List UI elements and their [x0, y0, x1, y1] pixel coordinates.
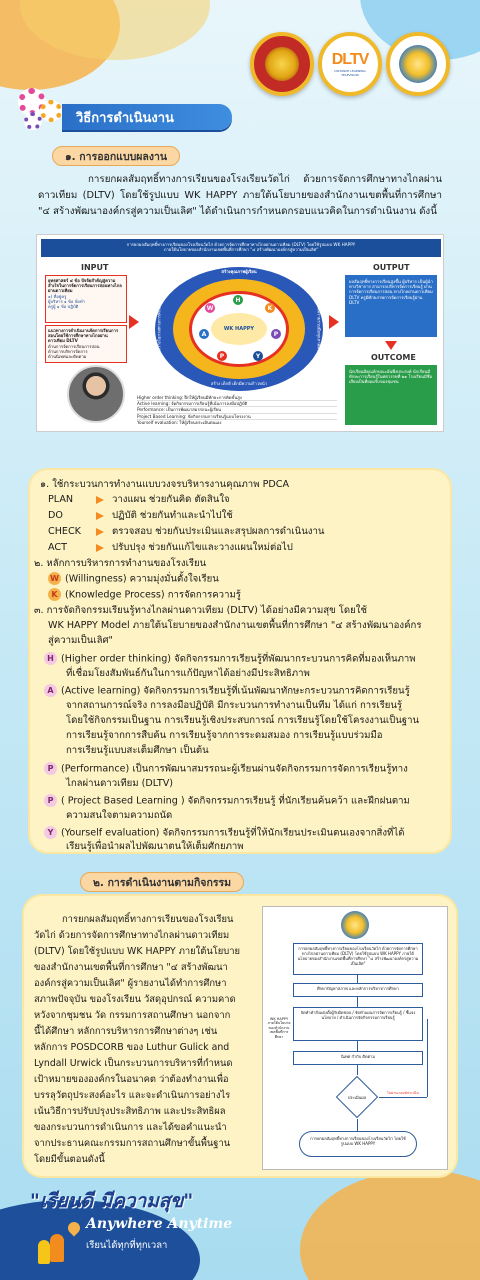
section2-line: หวังจากชุมชน วัด กรรมการสถานศึกษา นอกจาก: [34, 1010, 231, 1021]
flow-loop-line: [427, 1019, 428, 1097]
letter-badge-y: Y: [44, 826, 57, 839]
circle-left-label: สร้างโอกาสทางการศึกษา: [156, 304, 162, 351]
happy-text: (Active learning) จัดกิจกรรมการเรียนรู้ที่เน้นพัฒนาทักษะกระบวนการคิดการเรียนรู้: [61, 685, 410, 697]
section1-intro-text: การยกผลสัมฤทธิ์ทางการเรียนของโรงเรียนวัดไก่ ด้วยการจัดการศึกษาทางไกลผ่านดาวเทียม (DLTV) โดยใช้รูปแบบ WK HAPPY ภายใต้นโยบายของสำนักงานเขตพื้นที่การศึกษา "๔ สร้างพัฒนาองค์กรสู่ความเป็นเลิศ" ได้ดำเนินการกำหนดกรอบแนวคิดในการดำเนินงาน ดังนี้: [38, 174, 442, 217]
section2-line: สภาพปัจจุบัน ของโรงเรียน วัสดุอุปกรณ์ ความคาด: [34, 994, 236, 1005]
hint-row: Yourself evaluation: ให้ผู้เรียนประเมินตนเอง: [137, 419, 222, 425]
pdca-value-plan: วางแผน ช่วยกันคิด ตัดสินใจ: [112, 494, 230, 505]
section1-heading: ๑. การออกแบบผลงาน: [52, 146, 180, 166]
happy-row-y: [44, 826, 404, 841]
input-item: ๑) ที่อยู่ครู: [48, 293, 67, 299]
dltv-logo: [318, 32, 382, 96]
ring-letter-p: P: [271, 329, 281, 339]
framework-diagram: [36, 234, 444, 432]
pdca-key-check: CHECK: [48, 526, 81, 537]
wk-row-k: [48, 588, 241, 603]
letter-badge-p: P: [44, 762, 57, 775]
section2-line: จากประธานคณะกรรมการสถานศึกษาขั้นพื้นฐาน: [34, 1138, 231, 1149]
flow-decision-label: ประเมินผล: [347, 1094, 367, 1100]
arrow-right-icon: [329, 315, 339, 329]
outcome-box-text: นักเรียนมีคุณลักษณะอันพึงประสงค์ นักเรียนมีทักษะการเรียนรู้ในศตวรรษที่ ๒๑ โรงเรียนมีชื่อเสียงเป็นที่ยอมรับของชุมชน: [349, 369, 433, 385]
list-item-1: ๑. ใช้กระบวนการทำงานแบบวงจรบริหารงานคุณภาพ PDCA: [40, 479, 290, 490]
happy-text: ไกลผ่านดาวเทียม (DLTV): [66, 778, 174, 789]
flow-line: [357, 975, 358, 983]
arrow-right-icon: [96, 528, 104, 536]
circle-right-label: สร้างความร่วมมือทุกภาคส่วน: [316, 301, 322, 355]
input-item: ด้านการจัดการเรียนการสอน: [48, 343, 100, 349]
student-figure-icon: [38, 1240, 50, 1264]
circle-top-label: สร้างคุณภาพผู้เรียน: [221, 269, 257, 274]
flow-side-label: WK HAPPY ภายใต้นโยบายของสำนักงานเขตพื้นที่การศึกษา: [267, 1017, 291, 1039]
ring-letter-k: K: [265, 303, 275, 313]
input-item: ผู้บริหาร ๑ ข้อ จัดทำ: [48, 298, 86, 304]
flow-no-label: ไม่ผ่านเกณฑ์ประเมิน: [387, 1091, 419, 1095]
ring-letter-p: P: [217, 351, 227, 361]
pdca-key-do: DO: [48, 510, 63, 521]
section2-line: เน้นวิธีการปรับปรุงประสิทธิภาพ และประสิทธิผล: [34, 1106, 226, 1117]
hint-row: Higher order thinking: ฝึกให้ผู้เรียนมีทักษะการคิดขั้นสูง: [137, 395, 337, 401]
output-box: [345, 275, 437, 337]
pdca-key-act: ACT: [48, 542, 67, 553]
arrow-right-icon: [129, 315, 139, 329]
section2-line: (DLTV) โดยใช้รูปแบบ WK HAPPY ภายใต้นโยบาย: [34, 946, 240, 957]
arrow-right-icon: [96, 512, 104, 520]
wk-text-w: (Willingness) ความมุ่งมั่นตั้งใจเรียน: [65, 573, 219, 585]
hint-row: Project Based Learning: จัดกิจกรรมการเรียนรู้แบบโครงงาน: [137, 414, 337, 420]
diagram-title-line1: การยกผลสัมฤทธิ์ทางการเรียนของโรงเรียนวัดไก่ ด้วยการจัดการศึกษาทางไกลผ่านดาวเทียม (DLTV) โดยใช้รูปแบบ WK HAPPY: [126, 242, 356, 247]
arrow-right-icon: [96, 544, 104, 552]
happy-text: (Higher order thinking) จัดกิจกรรมการเรียนรู้ที่พัฒนากระบวนการคิดที่มองเห็นภาพ: [61, 653, 416, 665]
wk-text-k: (Knowledge Process) การจัดการความรู้: [65, 589, 241, 601]
section2-line: บรรลุวัตถุประสงค์อะไร และจะดำเนินการอย่างไร: [34, 1090, 231, 1101]
section2-line: เป้าหมายขององค์กรในอนาคต ว่าต้องทำงานเพื่อ: [34, 1074, 229, 1085]
section2-line: นี้ได้ศึกษา หลักการบริหารการศึกษาต่างๆ เช่น: [34, 1026, 218, 1037]
happy-text: การเรียนรู้จากการสืบค้น การเรียนรู้จากการระดมสมอง การเรียนรู้แบบร่วมมือ: [66, 730, 383, 741]
hint-row: Performance: เป็นการพัฒนาสมรรถนะผู้เรียน: [137, 407, 337, 413]
flow-step-2: ศึกษาปัญหาสภาพ และหลักการบริหารการศึกษา: [293, 983, 423, 997]
flowchart-logo: [341, 911, 369, 939]
pdca-key-plan: PLAN: [48, 494, 74, 505]
letter-badge-k: K: [48, 588, 61, 601]
flow-line: [357, 997, 358, 1007]
happy-text: จากสถานการณ์จริง การลงมือปฏิบัติ มีกระบวนการทำงานเป็นทีม ได้แก่ การเรียนรู้: [66, 700, 403, 711]
happy-row-p: [44, 794, 410, 809]
input-item: ครูผู้ ๑ ข้อ ปฏิบัติ: [48, 304, 79, 310]
pdca-value-act: ปรับปรุง ช่วยกันแก้ไขและวางแผนใหม่ต่อไป: [112, 542, 293, 553]
section2-line: ของสำนักงานเขตพื้นที่การศึกษา "๔ สร้างพัฒนา: [34, 962, 228, 973]
wk-row-w: [48, 572, 219, 587]
flow-line: [357, 1119, 358, 1131]
happy-text: การเรียนรู้แบบสะเต็มศึกษา เป็นต้น: [66, 745, 209, 756]
letter-badge-h: H: [44, 652, 57, 665]
flow-step-final: การยกผลสัมฤทธิ์ทางการเรียนของโรงเรียนวัดไก่ โดยใช้รูปแบบ WK HAPPY: [299, 1131, 417, 1157]
happy-row-h: [44, 652, 416, 667]
happy-text: เรียนรู้เพื่อนำผลไปพัฒนาตนให้เต็มศักยภาพ: [66, 841, 244, 852]
list-item-2: ๒. หลักการบริหารการทำงานของโรงเรียน: [34, 558, 207, 569]
flow-decision: [335, 1075, 379, 1119]
output-box-text: ผลสัมฤทธิ์ทางการเรียนสูงขึ้น ผู้บริหาร เป็นผู้นำทางวิชาการ สามารถบริหารจัดการเรียนรู้ ผ่านการจัดการเรียนการสอน ทางไกลผ่านดาวเทียม DLTV ครูมีศักยภาพการจัดการเรียนรู้ผ่าน DLTV: [349, 279, 433, 305]
wk-happy-center-label: WK HAPPY: [223, 326, 255, 332]
ring-letter-h: H: [233, 295, 243, 305]
arrow-down-icon: [385, 341, 397, 350]
ring-letter-w: W: [206, 304, 214, 312]
ring-letter-a: A: [199, 329, 209, 339]
outcome-box: [345, 365, 437, 425]
section2-heading: ๒. การดำเนินงานตามกิจกรรม: [80, 872, 244, 892]
circle-bottom-label: สร้าง เด็กดี เด็กมีความก้าวหน้า: [210, 381, 268, 386]
footer-slogan-en: Anywhere Anytime: [86, 1216, 233, 1232]
list-item-3-line1: ๓. การจัดกิจกรรมเรียนรู้ทางไกลผ่านดาวเทียม (DLTV) ได้อย่างมีความสุข โดยใช้: [34, 605, 367, 616]
input-box-heading: ยุทธศาสตร์ ๔ ข้อ ปัจจัยสำคัญสู่ความสำเร็จในการจัดการเรียนการสอนทางไกลผ่านดาวเทียม: [48, 278, 122, 294]
obec-emblem-icon: [265, 47, 299, 81]
flow-step-3: จัดทำคำสั่งแต่งตั้งผู้รับผิดชอบ / จัดทำแผนการจัดการเรียนรู้ / ชี้แจงนโยบาย / ดำเนินการจัดกิจกรรมการเรียนรู้: [293, 1007, 423, 1041]
letter-badge-w: W: [48, 572, 61, 585]
dltv-logo-text: DLTV: [331, 51, 369, 68]
hint-row: Active learning: จัดกิจกรรมการเรียนรู้ที่เน้นการลงมือปฏิบัติ: [137, 401, 337, 407]
section2-line: โดยมีขั้นตอนดังนี้: [34, 1154, 105, 1165]
happy-row-a: [44, 684, 410, 699]
input-box: [45, 275, 127, 323]
school-logo: [386, 32, 450, 96]
page-title: วิธีการดำเนินงาน: [62, 104, 232, 130]
list-item-3-line3: สู่ความเป็นเลิศ": [48, 635, 113, 646]
student-figure-icon: [50, 1234, 64, 1262]
gear-icon: [24, 112, 42, 130]
letter-badge-p: P: [44, 794, 57, 807]
happy-text: ความสนใจตามความถนัด: [66, 810, 173, 821]
flow-loop-line: [379, 1097, 427, 1098]
obec-logo: [250, 32, 314, 96]
flow-step-1: การยกผลสัมฤทธิ์ทางการเรียนของโรงเรียนวัดไก่ ด้วยการจัดการศึกษาทางไกลผ่านดาวเทียม (DLTV) โดยใช้รูปแบบ WK HAPPY ภายใต้นโยบายของสำนักงานเขตพื้นที่การศึกษา "๔ สร้างพัฒนาองค์กรสู่ความเป็นเลิศ": [293, 943, 423, 975]
ring-letter-y: Y: [253, 351, 263, 361]
section2-line: วัดไก่ ด้วยการจัดการศึกษาทางไกลผ่านดาวเทียม: [34, 930, 230, 941]
arrow-right-icon: [96, 496, 104, 504]
pdca-value-check: ตรวจสอบ ช่วยกันประเมินและสรุปผลการดำเนินงาน: [112, 526, 325, 537]
input-box-2: [45, 325, 127, 363]
input-item: ด้านการบริหารจัดการ: [48, 348, 88, 354]
outcome-label: OUTCOME: [371, 353, 416, 362]
section2-line: องค์กรสู่ความเป็นเลิศ" ผู้รายงานได้ทำการศึกษา: [34, 978, 227, 989]
hint-list: [137, 395, 337, 425]
section2-line: Lyndall Urwick เป็นกระบวนการบริหารที่กำหนด: [34, 1058, 233, 1069]
happy-text: (Performance) เป็นการพัฒนาสมรรถนะผู้เรียนผ่านจัดกิจกรรมการจัดการเรียนรู้ทาง: [61, 763, 408, 775]
input-item: ด้านนิเทศและติดตาม: [48, 354, 87, 360]
happy-text: (Yourself evaluation) จัดกิจกรรมการเรียนรู้ที่ให้นักเรียนประเมินตนเองจากสิ่งที่ได้: [61, 827, 405, 839]
happy-text: ที่เชื่อมโยงสัมพันธ์กันในการแก้ปัญหาได้อย่างมีประสิทธิภาพ: [66, 668, 310, 679]
dltv-logo-subtext: DISTANCE LEARNING TELEVISION: [334, 69, 366, 77]
section2-line: หลักการ POSDCORB ของ Luthur Gulick and: [34, 1042, 230, 1053]
flow-step-4: นิเทศ กำกับ ติดตาม: [293, 1051, 423, 1065]
input-label: INPUT: [81, 263, 109, 272]
section1-intro: [38, 172, 442, 220]
footer-slogan-th: เรียนได้ทุกที่ทุกเวลา: [86, 1240, 168, 1251]
happy-row-p: [44, 762, 408, 777]
section2-line: การยกผลสัมฤทธิ์ทางการเรียนของโรงเรียน: [62, 914, 234, 925]
output-label: OUTPUT: [373, 263, 410, 272]
diagram-title-line2: ภายใต้นโยบายของสำนักงานเขตพื้นที่การศึกษา "๔ สร้างพัฒนาองค์กรสู่ความเป็นเลิศ": [163, 247, 319, 253]
input-box2-heading: แนวทางการดำเนินงานจัดการเรียนการสอนโดยใช้การศึกษาทางไกลผ่านดาวเทียม DLTV: [48, 328, 119, 344]
footer-slogan: "เรียนดี มีความสุข": [30, 1190, 194, 1212]
section2-line: ของกระบวนการดำเนินการ และได้ขอคำแนะนำ: [34, 1122, 227, 1133]
flow-line: [357, 1065, 358, 1075]
happy-text: โดยใช้กิจกรรมเป็นฐาน การเรียนรู้เชิงประสบการณ์ การเรียนรู้โดยใช้โครงงานเป็นฐาน: [66, 715, 420, 726]
happy-text: ( Project Based Learning ) จัดกิจกรรมการเรียนรู้ ที่นักเรียนค้นคว้า และฝึกฝนตาม: [61, 795, 410, 807]
school-emblem-icon: [399, 45, 437, 83]
pdca-value-do: ปฏิบัติ ช่วยกันทำและนำไปใช้: [112, 510, 233, 521]
flow-line: [357, 1041, 358, 1051]
wk-happy-center: [211, 313, 267, 345]
gear-icon: [40, 100, 62, 122]
presenter-photo: [67, 365, 125, 423]
wk-happy-circle: [155, 267, 323, 391]
diagram-title: [41, 239, 441, 257]
flowchart: [262, 906, 448, 1170]
letter-badge-a: A: [44, 684, 57, 697]
list-item-3-line2: WK HAPPY Model ภายใต้นโยบายของสำนักงานเขตพื้นที่การศึกษา "๔ สร้างพัฒนาองค์กร: [48, 620, 422, 631]
decor-blob-bottom-right: [300, 1170, 480, 1280]
section2-body: [34, 912, 256, 1168]
